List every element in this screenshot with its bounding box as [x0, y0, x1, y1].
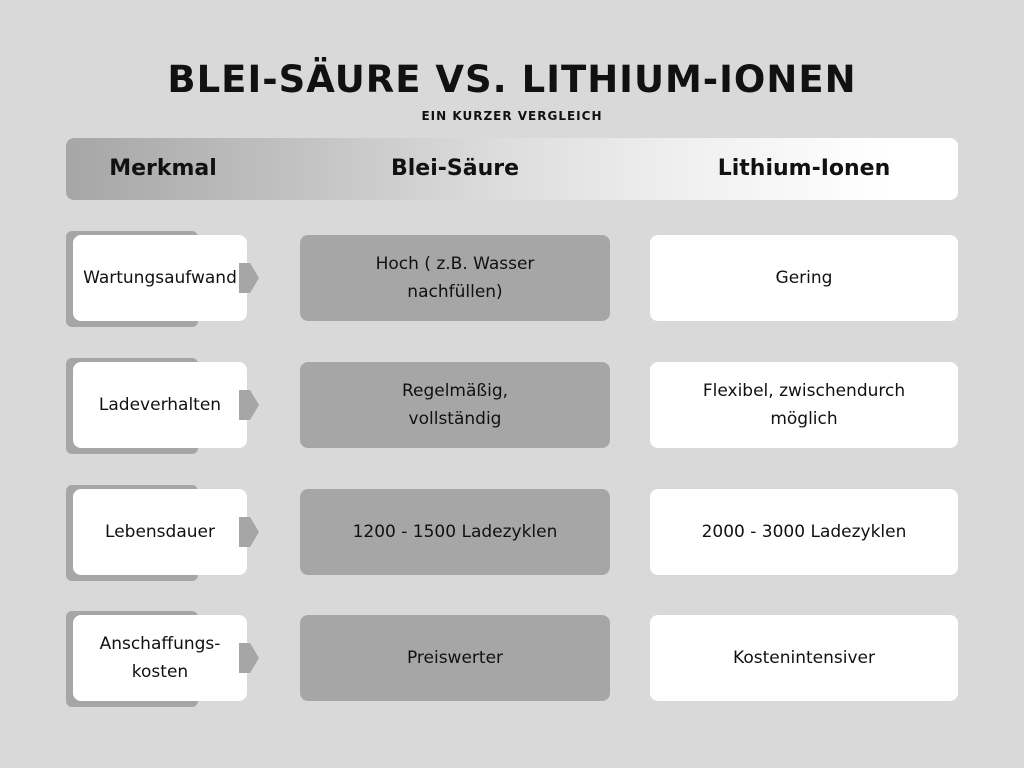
lithium-cell: [650, 235, 958, 321]
feature-card: [73, 615, 247, 701]
feature-card: [73, 235, 247, 321]
lithium-cell: [650, 615, 958, 701]
lithium-value: Kostenintensiver: [733, 648, 875, 668]
arrow-right-icon: [239, 517, 259, 547]
table-row: [66, 615, 958, 711]
lead-acid-cell: [300, 362, 610, 448]
lead-acid-cell: [300, 489, 610, 575]
feature-card: [73, 489, 247, 575]
arrow-right-icon: [239, 390, 259, 420]
feature-label: Wartungsaufwand: [83, 268, 237, 288]
table-header: [66, 138, 958, 200]
column-header-lead-acid: Blei-Säure: [390, 156, 520, 181]
lithium-value: Flexibel, zwischendurch möglich: [702, 381, 906, 429]
page-title: BLEI-SÄURE VS. LITHIUM-IONEN: [167, 58, 857, 101]
lead-acid-cell: [300, 235, 610, 321]
lead-acid-cell: [300, 615, 610, 701]
page-subtitle: EIN KURZER VERGLEICH: [421, 109, 603, 123]
lithium-cell: [650, 362, 958, 448]
lithium-value: 2000 - 3000 Ladezyklen: [701, 522, 907, 542]
feature-label: Anschaffungs-kosten: [99, 634, 221, 682]
arrow-right-icon: [239, 643, 259, 673]
lead-acid-value: Regelmäßig, vollständig: [401, 381, 509, 429]
lithium-cell: [650, 489, 958, 575]
lithium-value: Gering: [775, 268, 833, 288]
column-header-lithium: Lithium-Ionen: [717, 156, 891, 181]
feature-card: [73, 362, 247, 448]
feature-label: Lebensdauer: [105, 522, 215, 542]
table-row: [66, 362, 958, 458]
lead-acid-value: 1200 - 1500 Ladezyklen: [352, 522, 558, 542]
lead-acid-value: Preiswerter: [406, 648, 504, 668]
lead-acid-value: Hoch ( z.B. Wasser nachfüllen): [375, 254, 535, 302]
arrow-right-icon: [239, 263, 259, 293]
column-header-feature: Merkmal: [109, 156, 217, 181]
table-row: [66, 489, 958, 585]
table-row: [66, 235, 958, 331]
feature-label: Ladeverhalten: [98, 395, 222, 415]
